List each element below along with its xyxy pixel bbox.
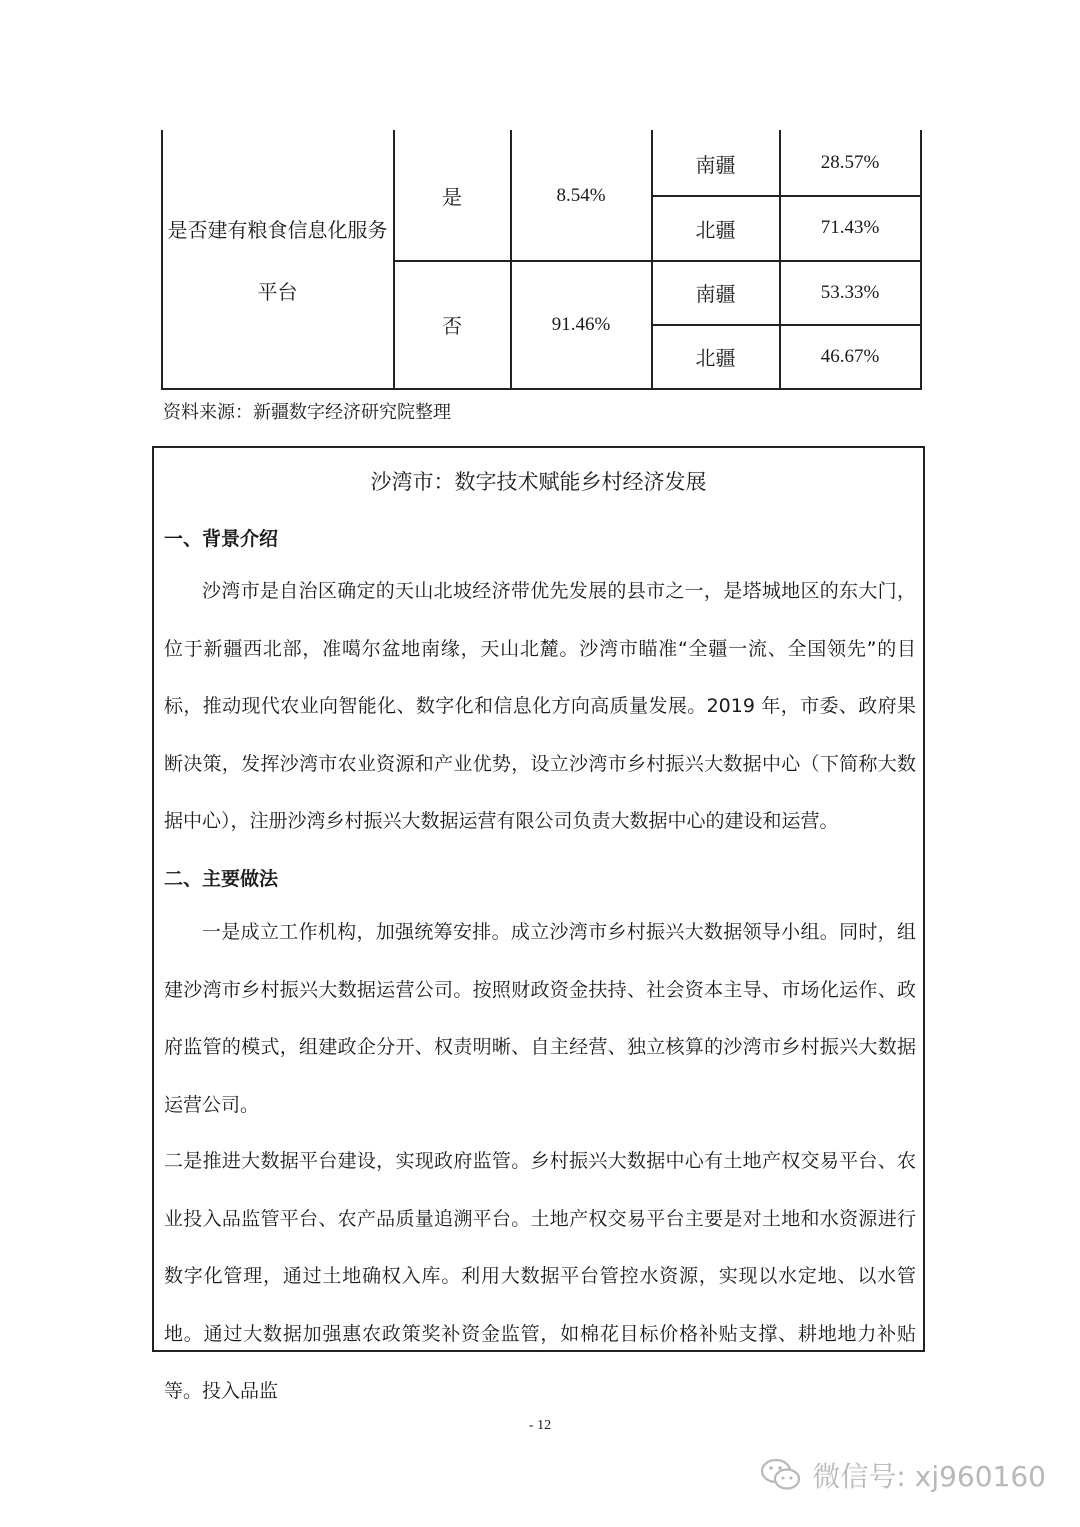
region-value: 71.43% [820,217,880,238]
paragraph: 沙湾市是自治区确定的天山北坡经济带优先发展的县市之一，是塔城地区的东大门，位于新疆西北部，准噶尔盆地南缘，天山北麓。沙湾市瞄准“全疆一流、全国领先”的目标，推动现代农业向智能化、数字化和信息化方向高质量发展。2019 年，市委、政府果断决策，发挥沙湾市农业资源和产业优势，设立沙湾市乡村振兴大数据中心（下简称大数据中心），注册沙湾乡村振兴大数据运营有限公司负责大数据中心的建设和运营。 [164,580,916,832]
region-value: 46.67% [820,345,880,367]
answer-yes: 是 [442,185,462,209]
page-number: - 12 [528,1418,552,1433]
answer-no: 否 [442,314,462,338]
region-name: 北疆 [695,217,736,242]
section-heading: 二、主要做法 [164,868,279,890]
watermark [760,1455,1046,1495]
survey-table [0,0,1080,392]
row-label-cont: 平台 [257,279,298,304]
row-label: 是否建有粮食信息化服务 [167,217,388,242]
paragraph: 二是推进大数据平台建设，实现政府监管。乡村振兴大数据中心有土地产权交易平台、农业投入品监管平台、农产品质量追溯平台。土地产权交易平台主要是对土地和水资源进行数字化管理，通过土地确权入库。利用大数据平台管控水资源，实现以水定地、以水管地。通过大数据加强惠农政策奖补资金监管，如棉花目标价格补贴支撑、耕地地力补贴等。投入品监 [164,1150,916,1402]
section-heading: 一、背景介绍 [164,528,279,550]
share-no: 91.46% [551,313,611,335]
table-border-bottom [161,388,922,390]
paragraph: 一是成立工作机构，加强统筹安排。成立沙湾市乡村振兴大数据领导小组。同时，组建沙湾市乡村振兴大数据运营公司。按照财政资金扶持、社会资本主导、市场化运作、政府监管的模式，组建政企分开、权责明晰、自主经营、独立核算的沙湾市乡村振兴大数据运营公司。 [164,921,916,1116]
case-title: 沙湾市：数字技术赋能乡村经济发展 [370,470,707,494]
region-value: 53.33% [820,281,880,303]
region-name: 南疆 [695,282,736,306]
case-study-box [152,446,925,1402]
wechat-icon [760,1458,802,1492]
table-border-left [161,130,163,390]
region-value: 28.57% [820,152,880,173]
region-name: 北疆 [695,346,736,370]
watermark-text: 微信号: xj960160 [812,1460,1046,1493]
region-name: 南疆 [695,152,736,177]
share-yes: 8.54% [556,184,606,206]
source-note: 资料来源：新疆数字经济研究院整理 [163,402,451,423]
